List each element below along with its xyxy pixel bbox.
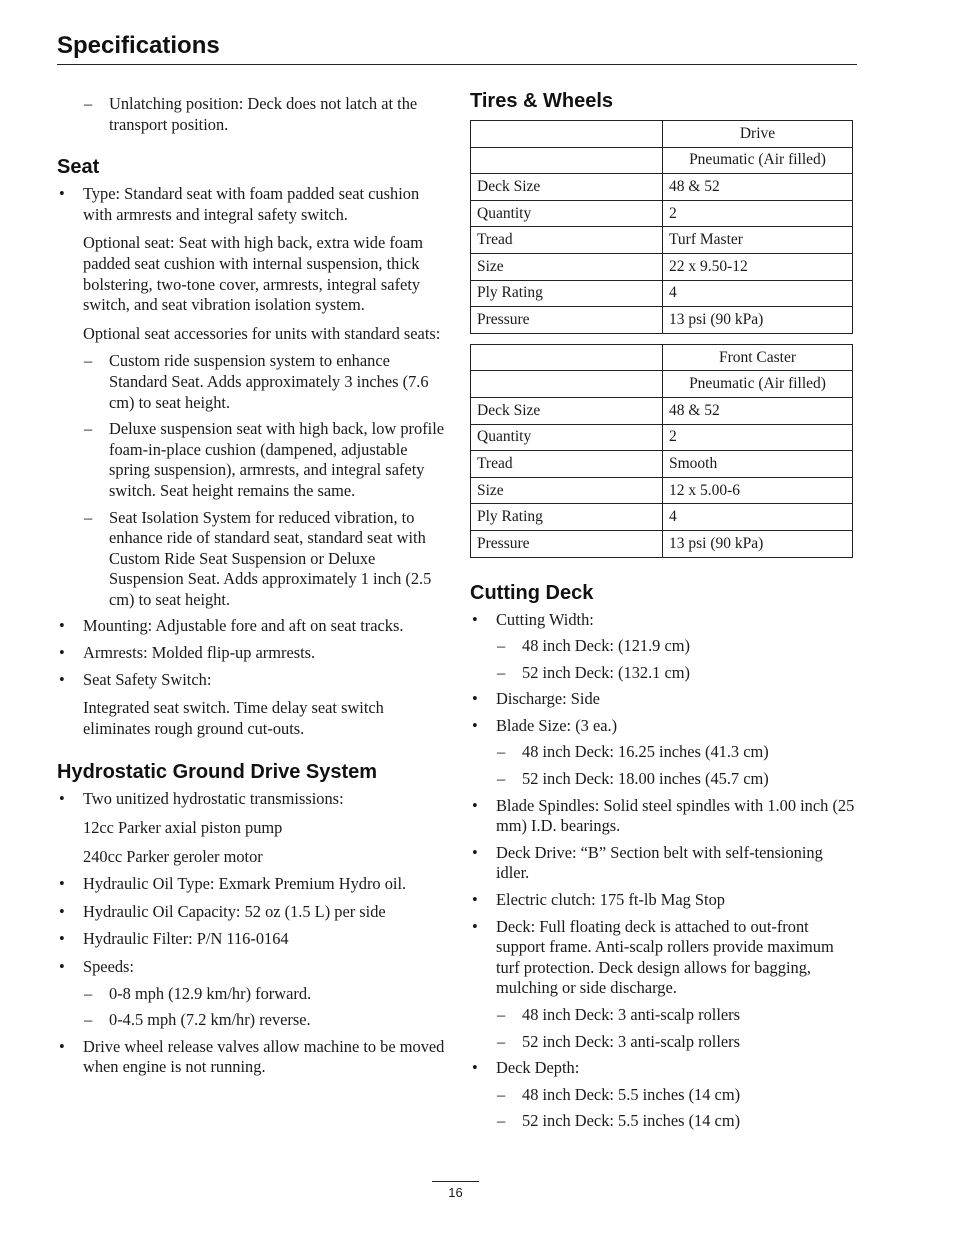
cutting-width-48-item: – 48 inch Deck: (121.9 cm) xyxy=(470,636,860,657)
table-label: Pressure xyxy=(471,530,663,557)
table-value: 4 xyxy=(663,280,853,307)
hydrostatic-heading: Hydrostatic Ground Drive System xyxy=(57,761,378,784)
left-column xyxy=(57,90,447,1078)
table-header: Front Caster xyxy=(663,344,853,371)
title-rule xyxy=(57,64,857,65)
table-value: 13 psi (90 kPa) xyxy=(663,530,853,557)
table-label: Tread xyxy=(471,451,663,478)
seat-armrests-item: • Armrests: Molded flip-up armrests. xyxy=(57,643,447,664)
deck-drive-item: • Deck Drive: “B” Section belt with self-tensioning idler. xyxy=(470,843,860,884)
seat-accessory-item: – Seat Isolation System for reduced vibration, to enhance ride of standard seat, standard seat with Custom Ride Seat Suspension or Deluxe Suspension Seat. Adds approximately 1 inch (2.5 cm) to seat height. xyxy=(57,508,447,611)
table-label: Ply Rating xyxy=(471,504,663,531)
depth-48-item: – 48 inch Deck: 5.5 inches (14 cm) xyxy=(470,1085,860,1106)
hydraulic-filter-item: • Hydraulic Filter: P/N 116-0164 xyxy=(57,929,447,950)
table-row xyxy=(471,397,853,424)
table-label: Deck Size xyxy=(471,397,663,424)
release-valves-item: • Drive wheel release valves allow machine to be moved when engine is not running. xyxy=(57,1037,447,1078)
table-value: 48 & 52 xyxy=(663,397,853,424)
blade-48-item: – 48 inch Deck: 16.25 inches (41.3 cm) xyxy=(470,742,860,763)
table-label: Size xyxy=(471,477,663,504)
table-label: Quantity xyxy=(471,200,663,227)
table-value: Turf Master xyxy=(663,227,853,254)
table-row xyxy=(471,530,853,557)
forward-speed-item: – 0-8 mph (12.9 km/hr) forward. xyxy=(57,984,447,1005)
table-value: 22 x 9.50-12 xyxy=(663,253,853,280)
seat-mounting-item: • Mounting: Adjustable fore and aft on seat tracks. xyxy=(57,616,447,637)
table-value: 48 & 52 xyxy=(663,174,853,201)
table-header: Pneumatic (Air filled) xyxy=(663,147,853,174)
blade-52-item: – 52 inch Deck: 18.00 inches (45.7 cm) xyxy=(470,769,860,790)
blade-spindles-item: • Blade Spindles: Solid steel spindles with 1.00 inch (25 mm) I.D. bearings. xyxy=(470,796,860,837)
table-row xyxy=(471,174,853,201)
seat-type-item: • Type: Standard seat with foam padded seat cushion with armrests and integral safety switch. xyxy=(57,184,447,225)
table-value: Smooth xyxy=(663,451,853,478)
cutting-width-52-item: – 52 inch Deck: (132.1 cm) xyxy=(470,663,860,684)
table-row xyxy=(471,227,853,254)
table-value: 2 xyxy=(663,424,853,451)
seat-accessory-item: – Deluxe suspension seat with high back, low profile foam-in-place cushion (dampened, adjustable spring suspension), armrests, and integral safety switch. Seat height remains the same. xyxy=(57,419,447,501)
electric-clutch-item: • Electric clutch: 175 ft-lb Mag Stop xyxy=(470,890,860,911)
discharge-item: • Discharge: Side xyxy=(470,689,860,710)
oil-capacity-item: • Hydraulic Oil Capacity: 52 oz (1.5 L) per side xyxy=(57,902,447,923)
right-column xyxy=(470,88,860,1132)
table-label: Pressure xyxy=(471,307,663,334)
table-row xyxy=(471,253,853,280)
table-row xyxy=(471,477,853,504)
cutting-width-item: • Cutting Width: xyxy=(470,610,860,631)
oil-type-item: • Hydraulic Oil Type: Exmark Premium Hydro oil. xyxy=(57,874,447,895)
seat-heading: Seat xyxy=(57,156,100,179)
optional-seat-paragraph: Optional seat: Seat with high back, extra wide foam padded seat cushion with internal suspension, thick bolstering, two-tone cover, armrests, integral safety switch, and seat vibration isolation system. xyxy=(83,233,424,315)
table-row xyxy=(471,424,853,451)
reverse-speed-item: – 0-4.5 mph (7.2 km/hr) reverse. xyxy=(57,1010,447,1031)
table-value: 2 xyxy=(663,200,853,227)
drive-tire-table xyxy=(470,120,853,334)
seat-accessory-item: – Custom ride suspension system to enhance Standard Seat. Adds approximately 3 inches (7.6 cm) to seat height. xyxy=(57,351,447,413)
table-label: Quantity xyxy=(471,424,663,451)
unlatching-position-item: – Unlatching position: Deck does not latch at the transport position. xyxy=(57,94,447,135)
table-row xyxy=(471,504,853,531)
table-row xyxy=(471,200,853,227)
page-title: Specifications xyxy=(57,32,220,59)
table-cell xyxy=(471,371,663,398)
blade-size-item: • Blade Size: (3 ea.) xyxy=(470,716,860,737)
seat-safety-switch-detail: Integrated seat switch. Time delay seat switch eliminates rough ground cut-outs. xyxy=(83,698,384,738)
page-number-rule xyxy=(432,1181,479,1182)
table-header: Pneumatic (Air filled) xyxy=(663,371,853,398)
cutting-deck-heading: Cutting Deck xyxy=(470,581,594,604)
transmissions-item: • Two unitized hydrostatic transmissions: xyxy=(57,789,447,810)
table-value: 12 x 5.00-6 xyxy=(663,477,853,504)
speeds-item: • Speeds: xyxy=(57,957,447,978)
depth-52-item: – 52 inch Deck: 5.5 inches (14 cm) xyxy=(470,1111,860,1132)
seat-accessories-intro: Optional seat accessories for units with standard seats: xyxy=(83,323,441,343)
motor-line: 240cc Parker geroler motor xyxy=(83,846,263,866)
table-header: Drive xyxy=(663,121,853,148)
table-label: Size xyxy=(471,253,663,280)
table-cell xyxy=(471,147,663,174)
table-label: Tread xyxy=(471,227,663,254)
table-value: 4 xyxy=(663,504,853,531)
table-value: 13 psi (90 kPa) xyxy=(663,307,853,334)
rollers-48-item: – 48 inch Deck: 3 anti-scalp rollers xyxy=(470,1005,860,1026)
deck-depth-item: • Deck Depth: xyxy=(470,1058,860,1079)
page-number: 16 xyxy=(448,1185,463,1200)
deck-description-item: • Deck: Full floating deck is attached to out-front support frame. Anti-scalp rollers provide maximum turf protection. Deck design allows for bagging, mulching or side discharge. xyxy=(470,917,860,999)
table-row xyxy=(471,307,853,334)
front-caster-table xyxy=(470,344,853,558)
table-cell xyxy=(471,344,663,371)
table-row xyxy=(471,280,853,307)
seat-safety-switch-item: • Seat Safety Switch: xyxy=(57,670,447,691)
rollers-52-item: – 52 inch Deck: 3 anti-scalp rollers xyxy=(470,1032,860,1053)
table-label: Ply Rating xyxy=(471,280,663,307)
tires-wheels-heading: Tires & Wheels xyxy=(470,90,614,112)
table-label: Deck Size xyxy=(471,174,663,201)
table-cell xyxy=(471,121,663,148)
pump-line: 12cc Parker axial piston pump xyxy=(83,818,283,838)
table-row xyxy=(471,451,853,478)
